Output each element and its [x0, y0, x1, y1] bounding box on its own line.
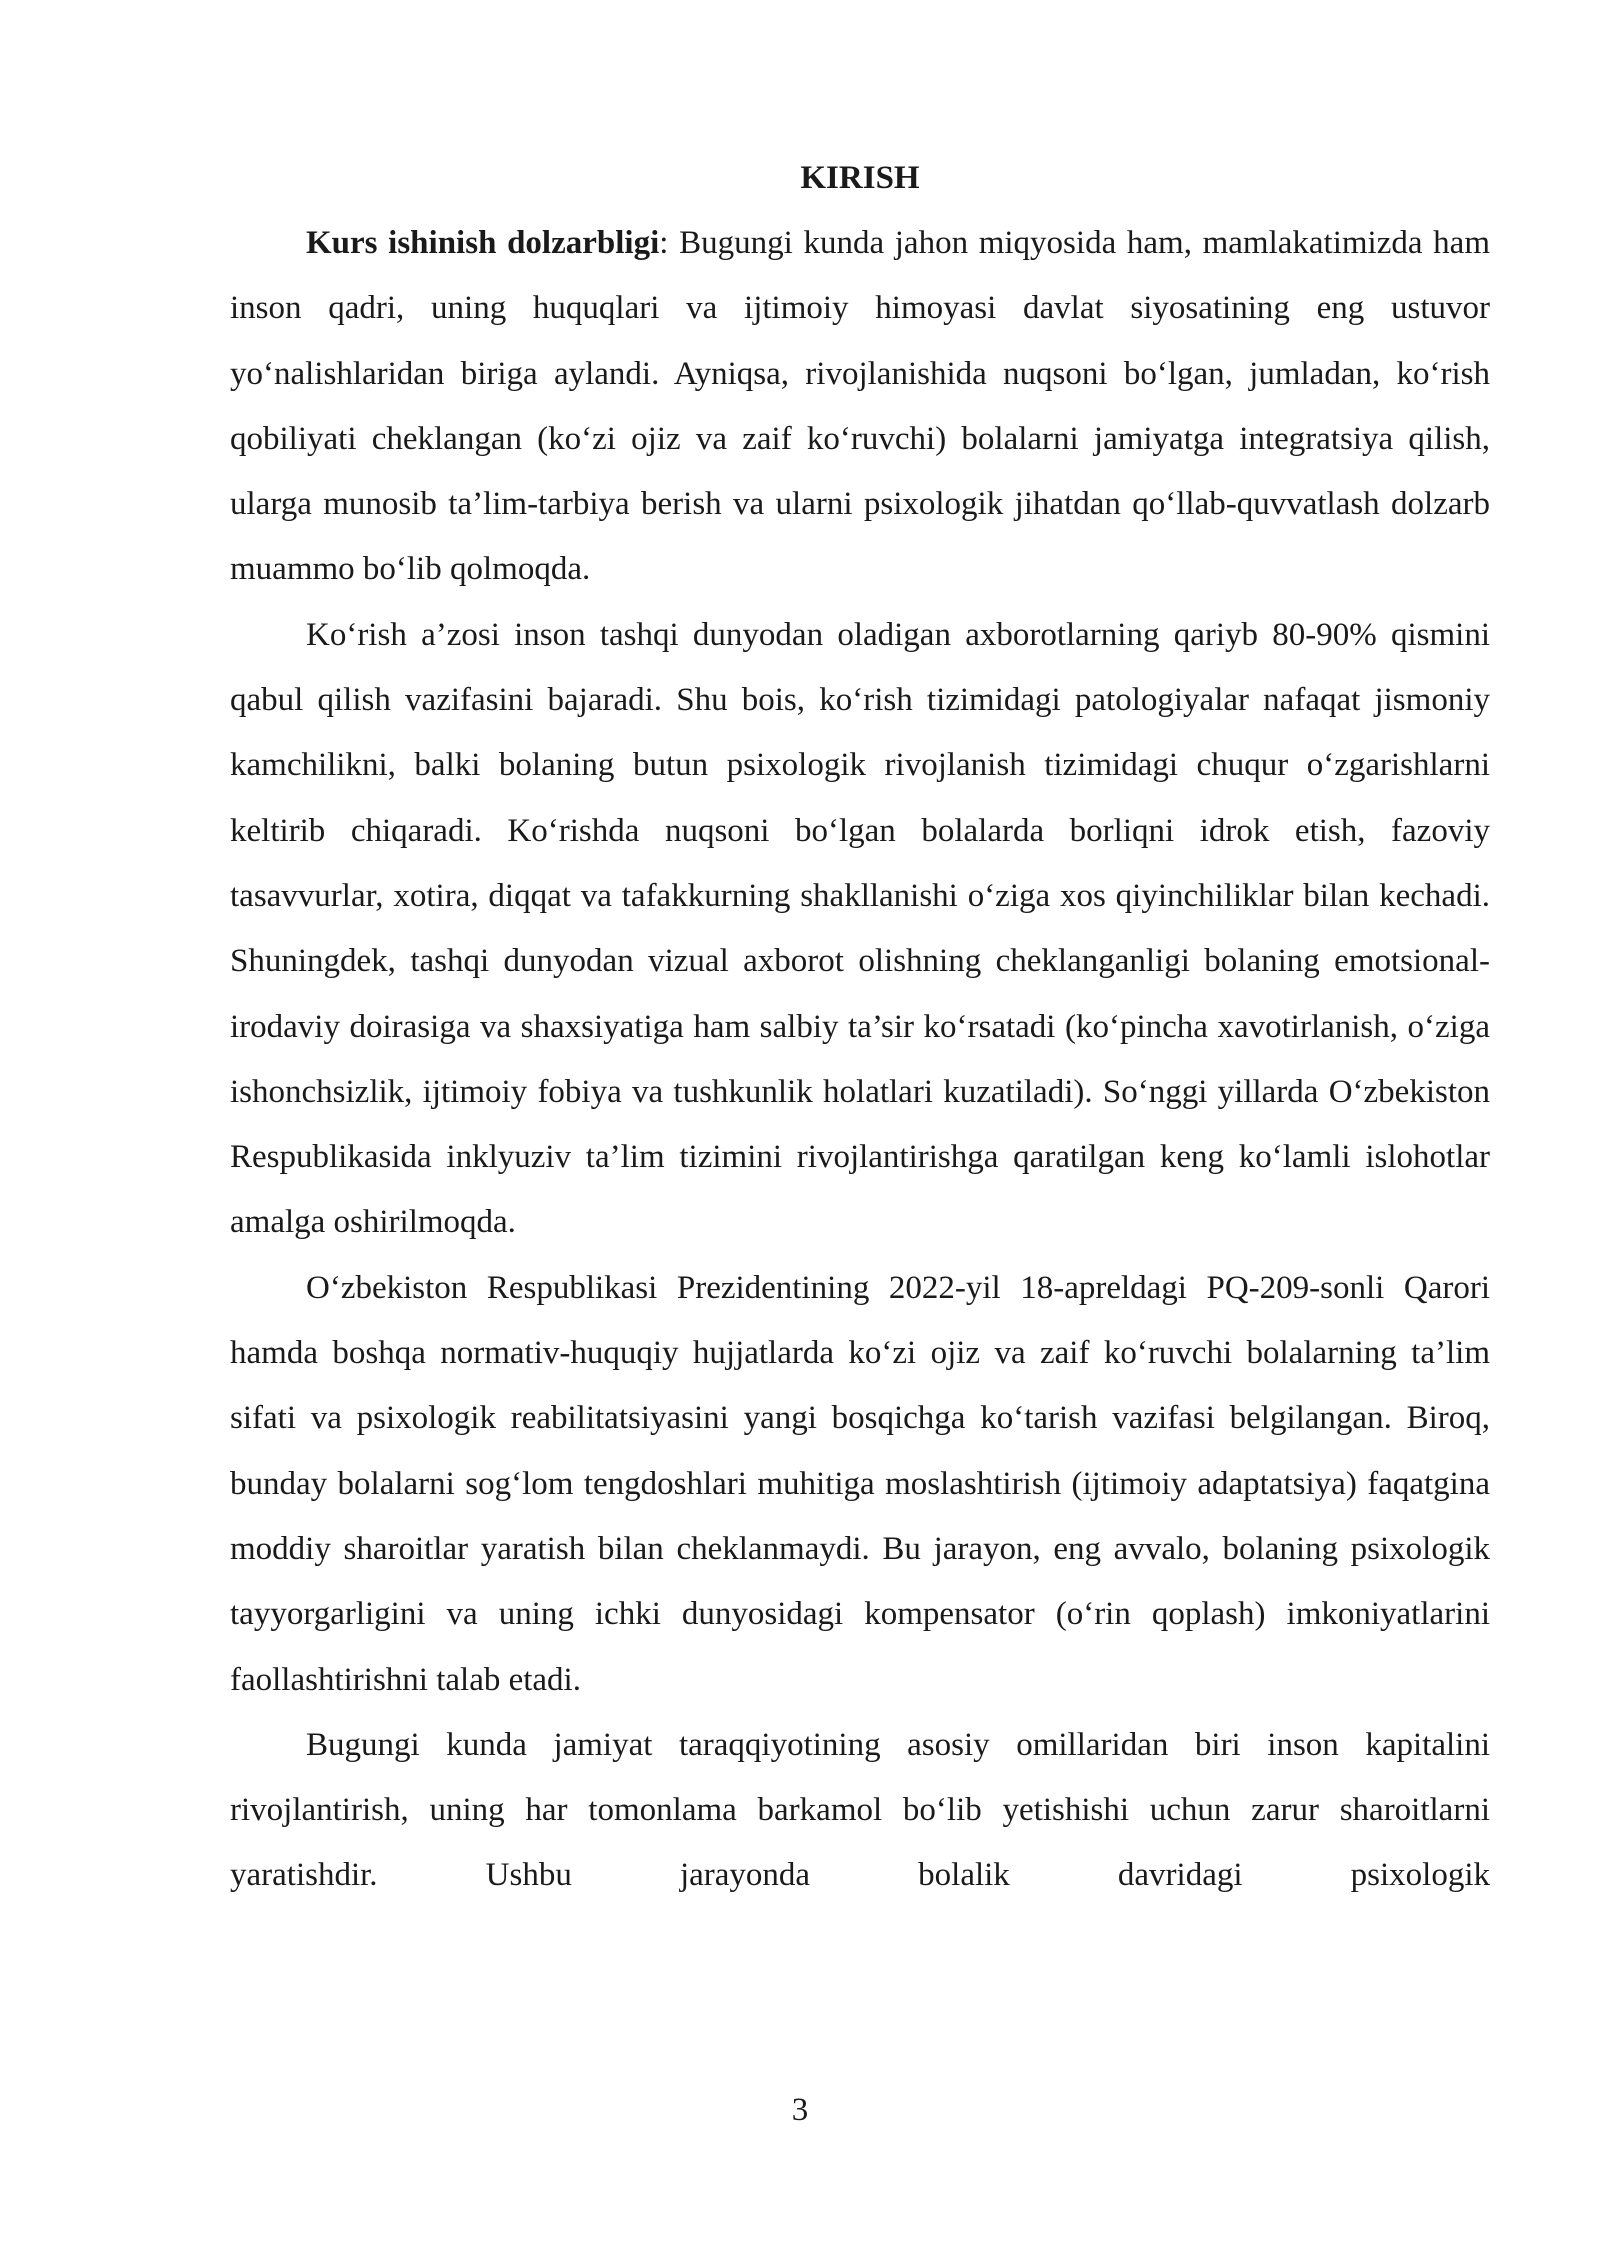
lead-separator: :: [659, 225, 669, 261]
page-content: [230, 146, 1490, 1909]
paragraph-relevance: [230, 211, 1490, 603]
paragraph-human-capital: Bugungi kunda jamiyat taraqqiyotining asosiy omillaridan biri inson kapitalini rivojlantirish, uning har tomonlama barkamol bo‘lib yetishishi uchun zarur sharoitlarni yaratishdir. Ushbu jarayonda bolalik davridagi psixologik: [230, 1726, 1490, 1894]
paragraph-text: Bugungi kunda jahon miqyosida ham, mamlakatimizda ham inson qadri, uning huquqlari va ijtimoiy himoyasi davlat siyosatining eng ustuvor yo‘nalishlaridan biriga aylandi. Ayniqsa, rivojlanishida nuqsoni bo‘lgan, jumladan, ko‘rish qobiliyati cheklangan (ko‘zi ojiz va zaif ko‘ruvchi) bolalarni jamiyatga integratsiya qilish, ularga munosib ta’lim-tarbiya berish va ularni psixologik jihatdan qo‘llab-quvvatlash dolzarb muammo bo‘lib qolmoqda.: [230, 225, 1490, 588]
paragraph-lead-term: Kurs ishinish dolzarbligi: [306, 225, 660, 261]
page-number: 3: [791, 2092, 809, 2128]
paragraph-presidential-decree: O‘zbekiston Respublikasi Prezidentining 2022-yil 18-apreldagi PQ-209-sonli Qarori hamda boshqa normativ-huquqiy hujjatlarda ko‘zi ojiz va zaif ko‘ruvchi bolalarning ta’lim sifati va psixologik reabilitatsiyasini yangi bosqichga ko‘tarish vazifasi belgilangan. Biroq, bunday bolalarni sog‘lom tengdoshlari muhitiga moslashtirish (ijtimoiy adaptatsiya) faqatgina moddiy sharoitlar yaratish bilan cheklanmaydi. Bu jarayon, eng avvalo, bolaning psixologik tayyorgarligini va uning ichki dunyosidagi kompensator (o‘rin qoplash) imkoniyatlarini faollashtirishni talab etadi.: [230, 1269, 1490, 1698]
paragraph-vision-organ: Ko‘rish a’zosi inson tashqi dunyodan oladigan axborotlarning qariyb 80-90% qismini qabul qilish vazifasini bajaradi. Shu bois, ko‘rish tizimidagi patologiyalar nafaqat jismoniy kamchilikni, balki bolaning butun psixologik rivojlanish tizimidagi chuqur o‘zgarishlarni keltirib chiqaradi. Ko‘rishda nuqsoni bo‘lgan bolalarda borliqni idrok etish, fazoviy tasavvurlar, xotira, diqqat va tafakkurning shakllanishi o‘ziga xos qiyinchiliklar bilan kechadi. Shuningdek, tashqi dunyodan vizual axborot olishning cheklanganligi bolaning emotsional-irodaviy doirasiga va shaxsiyatiga ham salbiy ta’sir ko‘rsatadi (ko‘pincha xavotirlanish, o‘ziga ishonchsizlik, ijtimoiy fobiya va tushkunlik holatlari kuzatiladi). So‘nggi yillarda O‘zbekiston Respublikasida inklyuziv ta’lim tizimini rivojlantirishga qaratilgan keng ko‘lamli islohotlar amalga oshirilmoqda.: [230, 616, 1490, 1241]
section-heading: KIRISH: [800, 160, 920, 196]
